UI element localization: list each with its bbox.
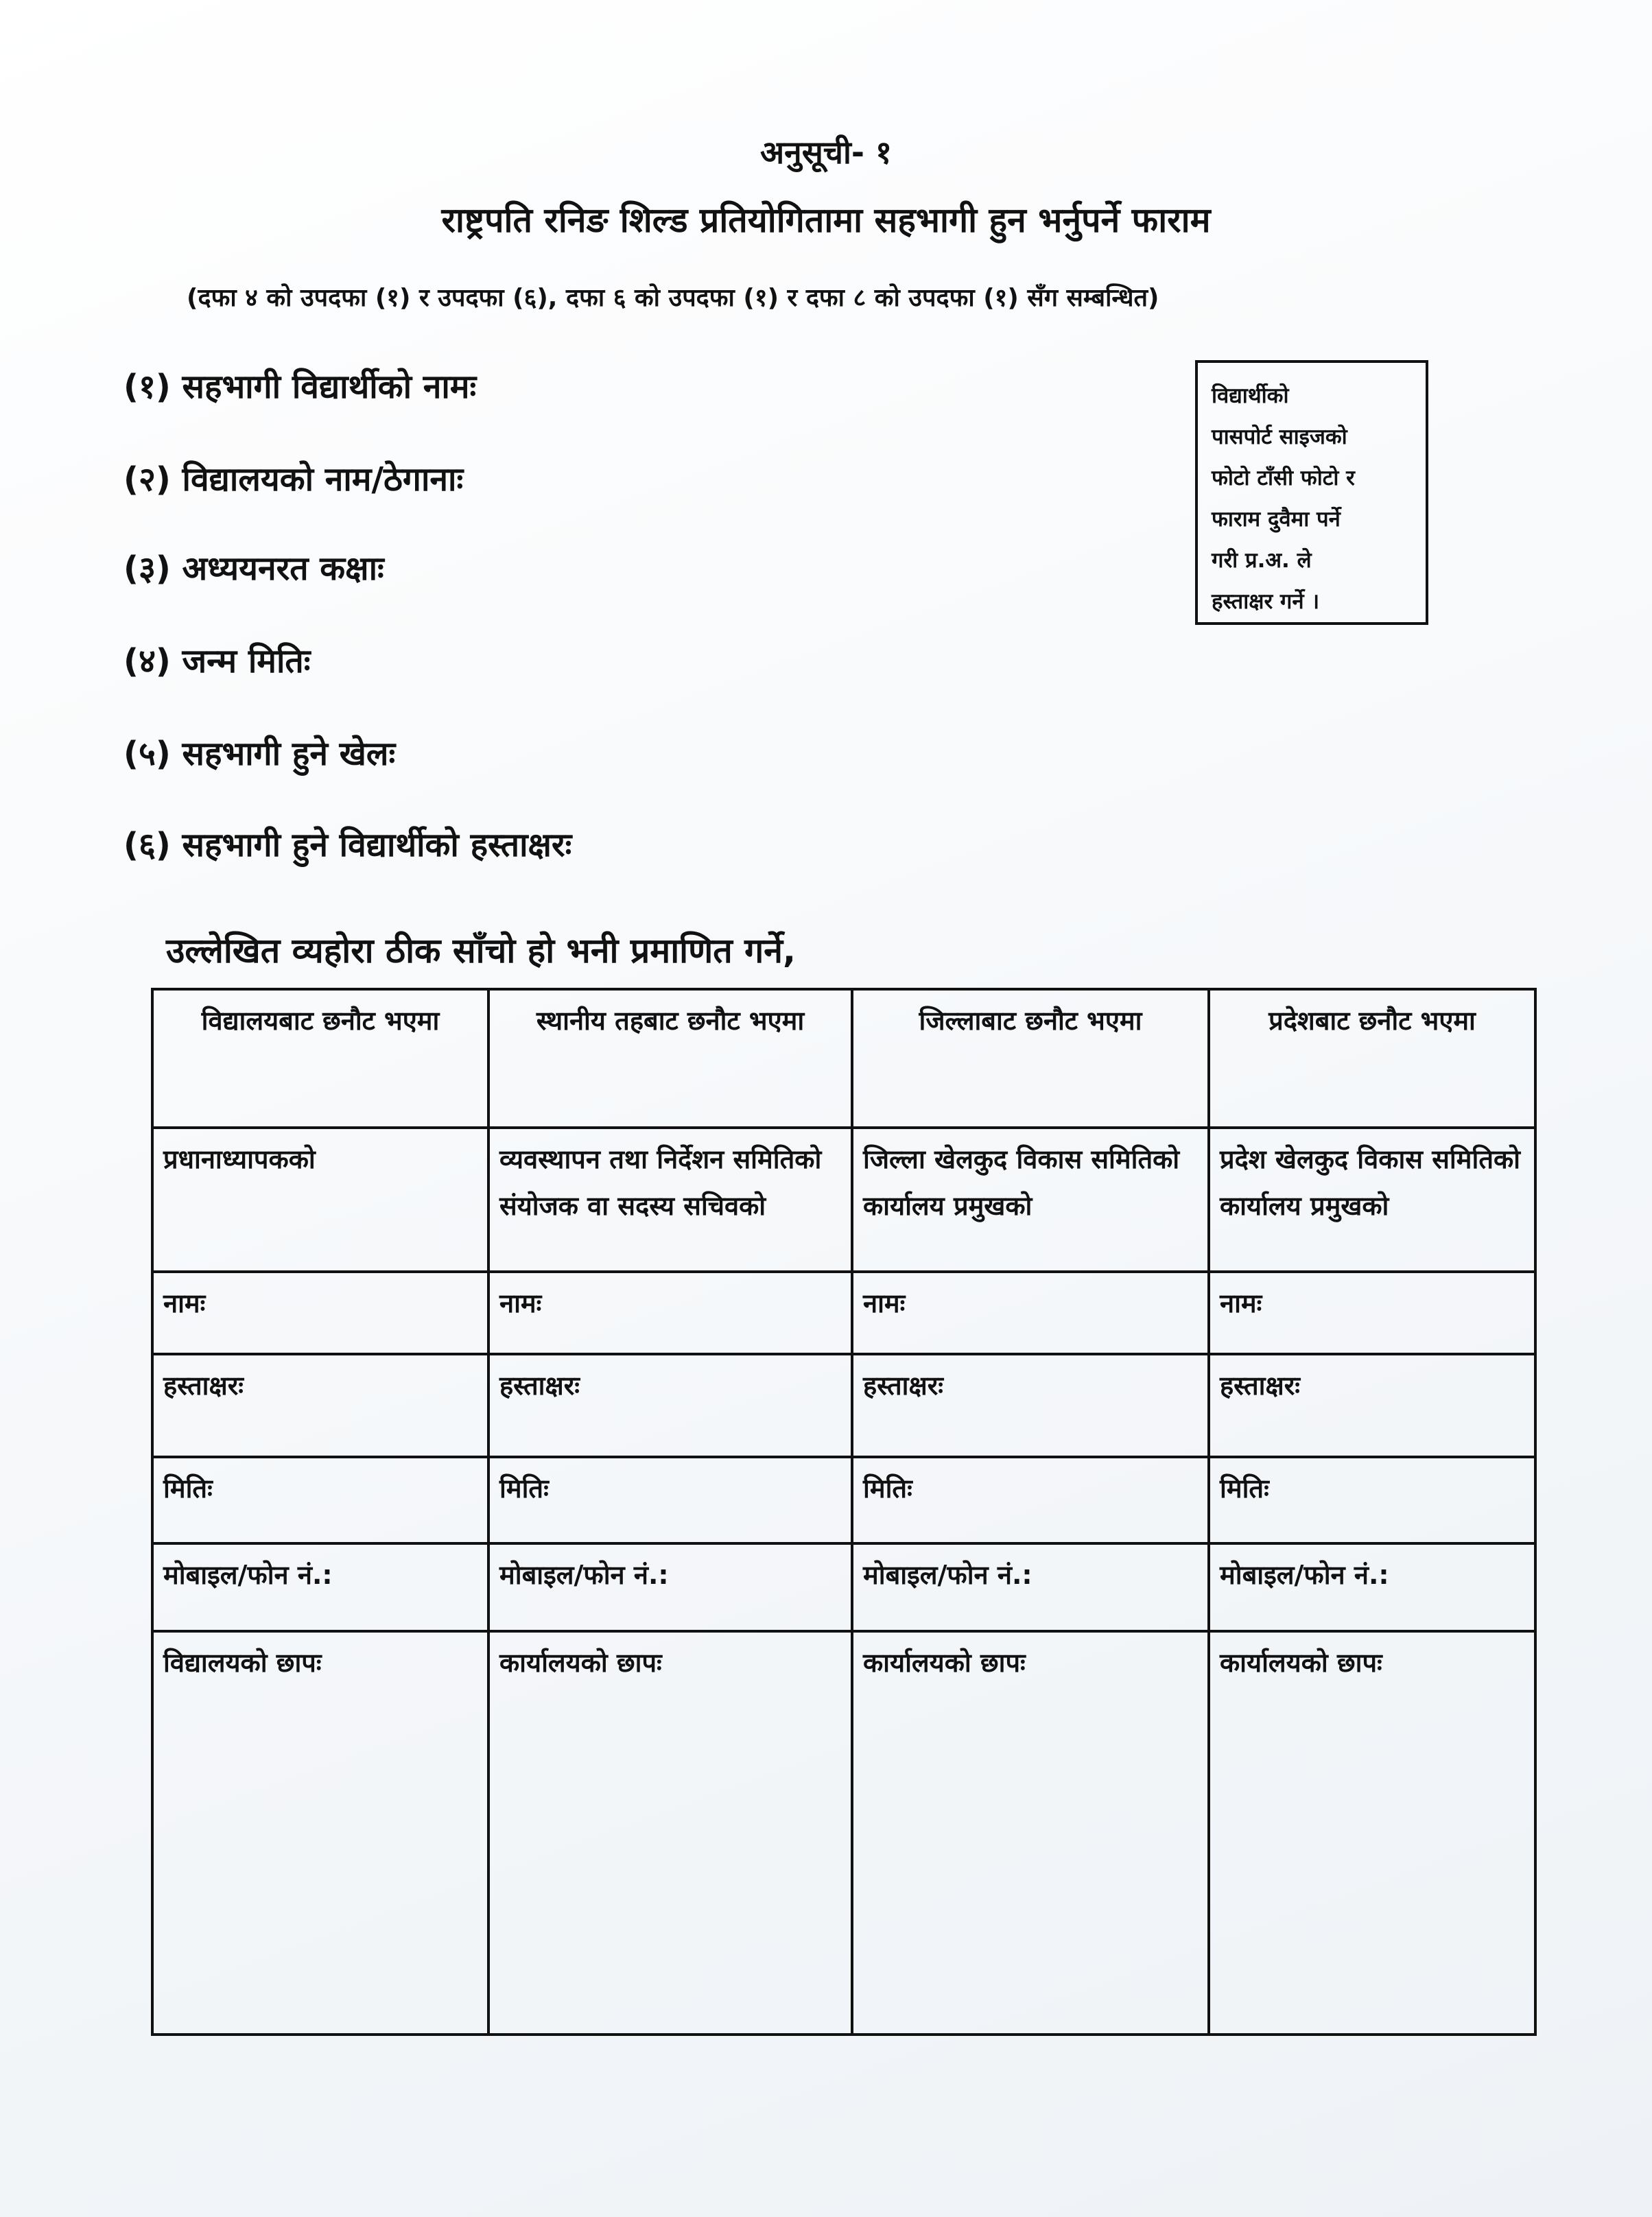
- certification-table: [151, 988, 1537, 2036]
- stamp-cell[interactable]: कार्यालयको छापः: [488, 1631, 852, 2035]
- photo-box-line: फोटो टाँसी फोटो र: [1212, 466, 1355, 490]
- authority-district: जिल्ला खेलकुद विकास समितिको कार्यालय प्रमुखको: [852, 1128, 1209, 1272]
- name-cell[interactable]: नामः: [488, 1272, 852, 1354]
- header-province: प्रदेशबाट छनौट भएमा: [1209, 989, 1535, 1128]
- phone-cell[interactable]: मोबाइल/फोन नं.:: [852, 1543, 1209, 1631]
- signature-cell[interactable]: हस्ताक्षरः: [852, 1354, 1209, 1457]
- field-student-name: (१) सहभागी विद्यार्थीको नामः: [123, 368, 477, 406]
- authority-local-level: व्यवस्थापन तथा निर्देशन समितिको संयोजक वा सदस्य सचिवको: [488, 1128, 852, 1272]
- table-row-phone: [152, 1543, 1535, 1631]
- photo-box-line: हस्ताक्षर गर्ने ।: [1212, 589, 1320, 614]
- header-local-level: स्थानीय तहबाट छनौट भएमा: [488, 989, 852, 1128]
- table-row-authority: [152, 1128, 1535, 1272]
- table-row-date: [152, 1457, 1535, 1543]
- certification-text: उल्लेखित व्यहोरा ठीक साँचो हो भनी प्रमाणित गर्ने,: [166, 931, 796, 971]
- schedule-label: अनुसूची- १: [760, 134, 892, 171]
- name-cell[interactable]: नामः: [852, 1272, 1209, 1354]
- signature-cell[interactable]: हस्ताक्षरः: [152, 1354, 488, 1457]
- form-title: राष्ट्रपति रनिङ शिल्ड प्रतियोगितामा सहभागी हुन भर्नुपर्ने फाराम: [441, 200, 1211, 240]
- table-header-row: [152, 989, 1535, 1128]
- signature-cell[interactable]: हस्ताक्षरः: [488, 1354, 852, 1457]
- date-cell[interactable]: मितिः: [852, 1457, 1209, 1543]
- stamp-cell[interactable]: कार्यालयको छापः: [1209, 1631, 1535, 2035]
- authority-school: प्रधानाध्यापकको: [152, 1128, 488, 1272]
- stamp-cell[interactable]: कार्यालयको छापः: [852, 1631, 1209, 2035]
- date-cell[interactable]: मितिः: [488, 1457, 852, 1543]
- phone-cell[interactable]: मोबाइल/फोन नं.:: [1209, 1543, 1535, 1631]
- table-row-name: [152, 1272, 1535, 1354]
- photo-box-line: गरी प्र.अ. ले: [1212, 548, 1312, 573]
- field-date-of-birth: (४) जन्म मितिः: [123, 642, 311, 680]
- photo-box: [1195, 360, 1428, 625]
- field-class: (३) अध्ययनरत कक्षाः: [123, 549, 384, 588]
- name-cell[interactable]: नामः: [1209, 1272, 1535, 1354]
- field-student-signature: (६) सहभागी हुने विद्यार्थीको हस्ताक्षरः: [123, 826, 572, 864]
- header-district: जिल्लाबाट छनौट भएमा: [852, 989, 1209, 1128]
- stamp-cell[interactable]: विद्यालयको छापः: [152, 1631, 488, 2035]
- table-row-stamp: [152, 1631, 1535, 2035]
- date-cell[interactable]: मितिः: [152, 1457, 488, 1543]
- phone-cell[interactable]: मोबाइल/फोन नं.:: [152, 1543, 488, 1631]
- name-cell[interactable]: नामः: [152, 1272, 488, 1354]
- photo-box-line: फाराम दुवैमा पर्ने: [1212, 507, 1341, 532]
- field-sport: (५) सहभागी हुने खेलः: [123, 735, 396, 773]
- date-cell[interactable]: मितिः: [1209, 1457, 1535, 1543]
- table-row-signature: [152, 1354, 1535, 1457]
- phone-cell[interactable]: मोबाइल/फोन नं.:: [488, 1543, 852, 1631]
- field-school-name-address: (२) विद्यालयको नाम/ठेगानाः: [123, 460, 464, 499]
- form-subtitle: (दफा ४ को उपदफा (१) र उपदफा (६), दफा ६ को उपदफा (१) र दफा ८ को उपदफा (१) सँग सम्बन्धित): [187, 284, 1159, 312]
- authority-province: प्रदेश खेलकुद विकास समितिको कार्यालय प्रमुखको: [1209, 1128, 1535, 1272]
- photo-box-line: पासपोर्ट साइजको: [1212, 425, 1347, 449]
- header-school: विद्यालयबाट छनौट भएमा: [152, 989, 488, 1128]
- signature-cell[interactable]: हस्ताक्षरः: [1209, 1354, 1535, 1457]
- photo-box-line: विद्यार्थीको: [1212, 383, 1289, 408]
